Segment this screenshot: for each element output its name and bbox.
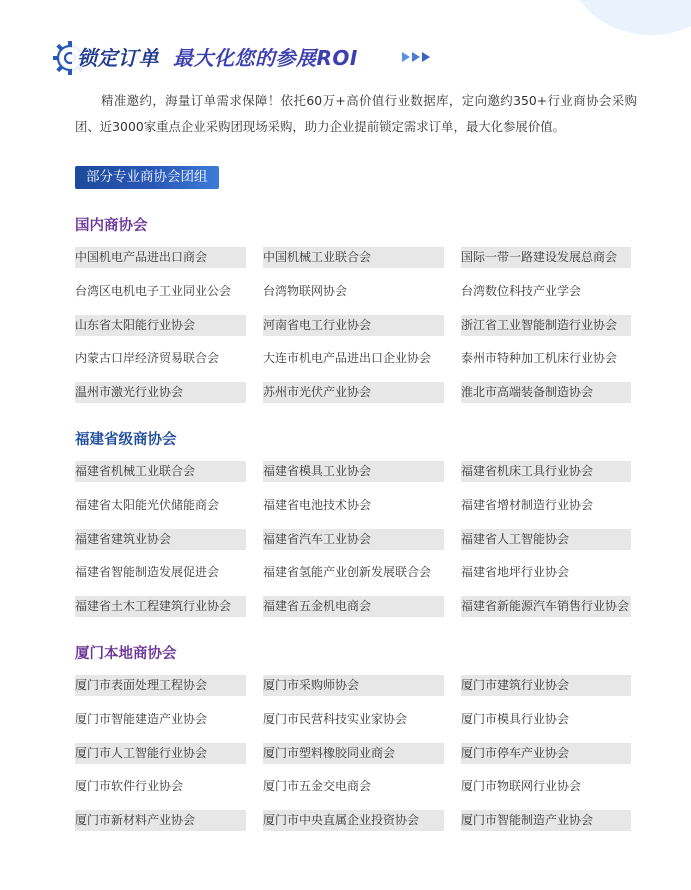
- association-item: 厦门市人工智能行业协会: [75, 743, 246, 764]
- section-badge: 部分专业商协会团组: [75, 166, 219, 189]
- association-item: 内蒙古口岸经济贸易联合会: [75, 351, 220, 365]
- corner-decoration: [571, 0, 691, 35]
- association-item: 福建省新能源汽车销售行业协会: [461, 596, 631, 617]
- association-item: 福建省模具工业协会: [263, 461, 444, 482]
- association-item: 福建省人工智能协会: [461, 529, 631, 550]
- association-item: 山东省太阳能行业协会: [75, 315, 246, 336]
- association-item: 台湾区电机电子工业同业公会: [75, 284, 232, 298]
- association-item: 厦门市塑料橡胶同业商会: [263, 743, 444, 764]
- association-item: 台湾物联网协会: [263, 284, 348, 298]
- association-item: 厦门市采购师协会: [263, 675, 444, 696]
- association-item: 厦门市智能制造产业协会: [461, 810, 631, 831]
- association-item: 福建省氢能产业创新发展联合会: [263, 565, 432, 579]
- association-grid: [75, 461, 635, 631]
- association-item: 福建省机械工业联合会: [75, 461, 246, 482]
- association-item: 福建省太阳能光伏储能商会: [75, 498, 220, 512]
- association-item: 厦门市模具行业协会: [461, 712, 570, 726]
- association-item: 中国机电产品进出口商会: [75, 247, 246, 268]
- section-title: 福建省级商协会: [75, 432, 177, 448]
- association-item: 温州市激光行业协会: [75, 382, 246, 403]
- association-item: 厦门市软件行业协会: [75, 779, 184, 793]
- association-item: 厦门市表面处理工程协会: [75, 675, 246, 696]
- association-item: 福建省增材制造行业协会: [461, 498, 594, 512]
- triple-arrow-icon: [402, 50, 432, 64]
- association-item: 福建省地坪行业协会: [461, 565, 570, 579]
- association-item: 福建省汽车工业协会: [263, 529, 444, 550]
- association-item: 中国机械工业联合会: [263, 247, 444, 268]
- section-title: 国内商协会: [75, 218, 148, 234]
- association-item: 福建省电池技术协会: [263, 498, 372, 512]
- association-item: 厦门市中央直属企业投资协会: [263, 810, 444, 831]
- association-grid: [75, 247, 635, 417]
- association-grid: [75, 675, 635, 845]
- association-item: 苏州市光伏产业协会: [263, 382, 444, 403]
- association-item: 福建省机床工具行业协会: [461, 461, 631, 482]
- association-item: 福建省建筑业协会: [75, 529, 246, 550]
- title-part2: 最大化您的参展ROI: [173, 46, 358, 70]
- association-item: 厦门市民营科技实业家协会: [263, 712, 408, 726]
- association-item: 福建省土木工程建筑行业协会: [75, 596, 246, 617]
- association-item: 厦门市停车产业协会: [461, 743, 631, 764]
- association-item: 国际一带一路建设发展总商会: [461, 247, 631, 268]
- association-item: 厦门市智能建造产业协会: [75, 712, 208, 726]
- page-header: [52, 36, 672, 80]
- association-item: 厦门市物联网行业协会: [461, 779, 582, 793]
- title-part1: 锁定订单: [77, 46, 159, 70]
- association-item: 淮北市高端装备制造协会: [461, 382, 631, 403]
- association-item: 河南省电工行业协会: [263, 315, 444, 336]
- page-title: [77, 42, 358, 71]
- association-item: 大连市机电产品进出口企业协会: [263, 351, 432, 365]
- association-item: 厦门市五金交电商会: [263, 779, 372, 793]
- association-item: 厦门市建筑行业协会: [461, 675, 631, 696]
- section-title: 厦门本地商协会: [75, 646, 177, 662]
- intro-paragraph: 精准邀约，海量订单需求保障！依托60万+高价值行业数据库，定向邀约350+行业商协会采购团、近3000家重点企业采购团现场采购，助力企业提前锁定需求订单，最大化参展价值。: [75, 93, 637, 134]
- association-item: 泰州市特种加工机床行业协会: [461, 351, 618, 365]
- association-item: 福建省智能制造发展促进会: [75, 565, 220, 579]
- association-item: 福建省五金机电商会: [263, 596, 444, 617]
- association-item: 台湾数位科技产业学会: [461, 284, 582, 298]
- association-item: 厦门市新材料产业协会: [75, 810, 246, 831]
- association-item: 浙江省工业智能制造行业协会: [461, 315, 631, 336]
